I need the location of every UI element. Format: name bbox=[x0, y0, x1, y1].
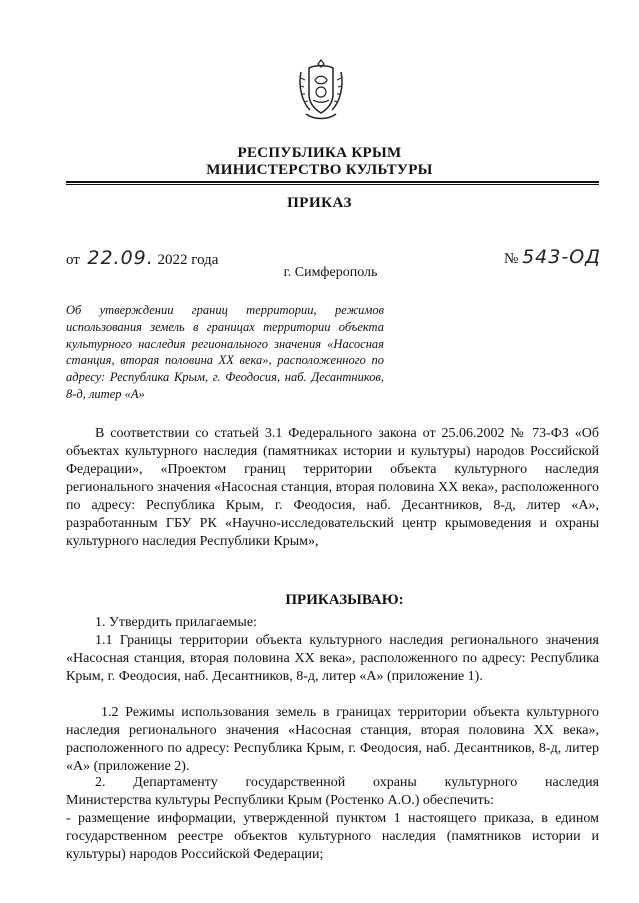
ministry-heading: МИНИСТЕРСТВО КУЛЬТУРЫ bbox=[206, 162, 433, 178]
item-2-bullet: - размещение информации, утвержденной пунктом 1 настоящего приказа, в едином государственном реестре объектов культурного наследия (памятников истории и культуры) народов Российской Федерации; bbox=[66, 811, 599, 862]
city-line: г. Симферополь bbox=[283, 265, 378, 280]
republic-heading: РЕСПУБЛИКА КРЫМ bbox=[237, 145, 402, 161]
date-prefix: от bbox=[66, 252, 80, 268]
item-2-lead: 2. Департаменту государственной охраны культурного наследия bbox=[95, 775, 599, 790]
number-prefix: № bbox=[504, 251, 519, 267]
item-1: 1. Утвердить прилагаемые: bbox=[95, 615, 257, 630]
subject-block: Об утверждении границ территории, режимов использования земель в границах территории объекта культурного наследия регионального значения «Насосная станция, вторая половина XX века», расположенного по адресу: Республика Крым, г. Феодосия, наб. Десантников, 8-д, литер «А» bbox=[66, 303, 384, 401]
item-2 bbox=[66, 774, 599, 810]
item-1-2: 1.2 Режимы использования земель в границах территории объекта культурного наследия регионального значения «Насосная станция, вторая половина XX века», расположенного по адресу: Республика Крым, г. Феодосия, наб. Десантников, 8-д, литер «А» (приложение 2). bbox=[66, 705, 599, 774]
header-rule-thick bbox=[66, 181, 599, 183]
item-1-1: 1.1 Границы территории объекта культурного наследия регионального значения «Насосная станция, вторая половина XX века», расположенного по адресу: Республика Крым, г. Феодосия, наб. Десантников, 8-д, литер «А» (приложение 1). bbox=[66, 633, 599, 684]
order-heading: ПРИКАЗЫВАЮ: bbox=[285, 592, 404, 608]
item-2-rest: Министерства культуры Республики Крым (Ростенко А.О.) обеспечить: bbox=[66, 793, 494, 808]
crimea-coat-of-arms-icon bbox=[296, 58, 346, 122]
document-title: ПРИКАЗ bbox=[287, 195, 352, 211]
preamble-paragraph: В соответствии со статьей 3.1 Федерального закона от 25.06.2002 № 73-ФЗ «Об объектах культурного наследия (памятниках истории и культуры) народов Российской Федерации», «Проектом границ территории объекта культурного наследия регионального значения «Насосная станция, вторая половина XX века», расположенного по адресу: Республика Крым, г. Феодосия, наб. Десантников, 8-д, литер «А», разработанным ГБУ РК «Научно-исследовательский центр крымоведения и охраны культурного наследия Республики Крым», bbox=[66, 426, 599, 549]
date-year: 2022 года bbox=[157, 252, 219, 268]
header-rule-thin bbox=[66, 184, 599, 185]
handwritten-date: 22.09. bbox=[87, 247, 154, 269]
handwritten-number: 543-ОД bbox=[522, 246, 601, 268]
